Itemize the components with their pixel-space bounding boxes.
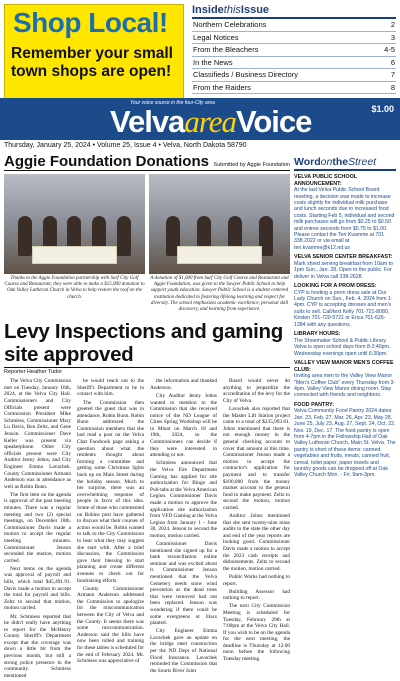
article-column-1: The Velva City Commission met on Tuesday, January 16th, 2024, at the Velva City Hall. Commissioners and City Officials present were Commission President Mike Schmiess, Commissioner Mary Lu Davis, Ben Zeltz, and Gene Jenson. Commissioner Dave Keller was present via speakerphone. Other City officials present were City Auditor Jenny Johns, and City Engineer Emma Lavachek. County Commissioner Armann Anderson was in attendance as well as Robin Bunn. The first item on the agenda is approval of the past meeting minutes. There was a regular meeting and two (2) special meetings, on December 18th. Commissioner Davis made a motion to accept the regular meeting minutes. Commissioner Jenson seconded the motion, motion carried. Next items on the agenda was approval of payroll and bills, which total $45,491.91. Davis made a motion to accept the total for payroll and bills. Zeltz to second that motion, motion carried. Mr. Schmiess reported that he didn't really have anything to report for the McHenry County Sheriff's Department except that the coverage was down a little bit from the previous month, but still a strong police presence in the community. Schmiess mentioned [4, 378, 71, 679]
sidebar-title: WordontheStreet [294, 153, 396, 171]
photo-church-donation [4, 174, 145, 274]
aggie-header [4, 153, 290, 171]
inside-row[interactable]: Northern Celebrations 2 [192, 19, 396, 32]
inside-this-issue [192, 4, 396, 94]
nameplate: VelvaareaVoice [110, 104, 312, 139]
caption-left: Thanks to the Aggie Foundation partnership with Surf City Golf Course and Restaurant, they were able to make a $15,000 donation to Oak Valley Lutheran Church in Velva to help restore the roof on the church. [4, 276, 145, 300]
article-column-4: Board would never do anything to jeopardize the accreditation of the levy for the City of Velva. Lavachek also reported that the Master Lift Station project came to a total of $235,993.61. Johns mentioned that there is not enough money in the general checking account to cover that amount at this time. Commissioner Jenson made a motion to accept the contractor's application for payment and to transfer $100,000 from the money market account to the general fund to make payment. Zeltz to second the motion, motion carried. Auditor Johns mentioned that she sent twenty-nine mass audits to the state the other day and end of the year reports are looking good. Commissioner Davis made a motion to accept the 2023 cash receipts and disbursements. Zeltz to second the motion, motion carried. Public Works had nothing to report. Building Assessor had nothing to report. The next City Commission Meeting is scheduled for Tuesday, February 20th at 7:00pm at the Velva City Hall. If you wish to be on the agenda for the next meeting, the deadline is Thursday at 12:00 noon before the following Tuesday meeting. [223, 378, 290, 663]
main-content [4, 153, 290, 681]
nameplate-bar [0, 98, 400, 140]
aggie-photos [4, 174, 290, 274]
dateline: Thursday, January 25, 2024 • Volume 25, Issue 4 • Velva, North Dakota 58790 [4, 142, 247, 149]
photo-school-donation [149, 174, 290, 274]
promo-line: town shops are open! [11, 63, 172, 80]
promo-line: Remember your small [11, 45, 173, 62]
byline: Reporter Heather Tudor [4, 367, 290, 375]
inside-row[interactable]: From the Bleachers 4-5 [192, 44, 396, 57]
inside-row[interactable]: From the Raiders 8 [192, 82, 396, 95]
promo-title: Shop Local! [13, 7, 168, 38]
aggie-captions [4, 276, 290, 313]
announcement-item: VALLEY VIEW MANOR MEN'S COFFEE CLUB: Inviting area men to the Valley View Manor "Men's Coffee Club" every Thursday from 3-4pm. Valley View Manor dining room. Stay connected with friends and neighbors. [294, 359, 396, 399]
inside-row[interactable]: Classifieds / Business Directory 7 [192, 69, 396, 82]
announcement-item: LIBRARY HOURS: The Shoemaker School & Public Library Velva is open school days from 8-3:40pm. Wednesday evenings open until 6:30pm. [294, 331, 391, 357]
inside-row[interactable]: Legal Notices 3 [192, 32, 396, 45]
tagline: Your voice source in the four-City area [130, 100, 215, 106]
levy-headline: Levy Inspections and gaming site approved [4, 320, 283, 367]
article-column-3: the information and thanked Anderson. City Auditor Jenny Johns wanted to mention to the Commission that she received notice of the ND League of Cities Spring Workshop will be in Minot on March 18 and 19th, 2024, so the Commissioners can decide if they were interested in attending or not. Schmiess announced that the Velva Fire Department Gaming has applied for site authorization for Bingo and Pull-tabs at the Velva American Legion. Commissioner Davis made a motion to approve the application site authorization from VFD Gaming at the Velva Legion from January 1 - June 30, 2024. Jenson to second the motion, motion carried. Commissioner Davis mentioned she signed up for a bank reconciliation online seminar and was excited about it. Commissioner Jenson mentioned that the Velva Cemetery needs snow wind prevention as the dead trees that were removed had not been replaced. Jenson was wondering if there could be some evergreens or lilacs planted. City Engineer Emma Lavachek gave an update on the bridge steel construction per the ND Dept of National Flood Insurance. Lavachek reminded the Commission that the Souris River Joint [150, 378, 217, 674]
masthead [0, 0, 400, 140]
announcement-item: VELVA PUBLIC SCHOOL ANNOUNCEMENT: At the last Velva Public School Board meeting, a decision was made to increase costs slightly for individual milk purchase and lunch seconds due to increased food costs. Starting Feb 5, individual and second milk purchases will go from $0.25 to $0.50 and entree seconds from $0.75 to $1.00. Please contact the Teri Kvamme at 701 338.2022 or via email at teri.kvamme@k12.nd.us [294, 174, 395, 251]
announcement-item: LOOKING FOR A PROM DRESS: CYP is hosting a prom dress sale at Our Lady Church on Sun., Feb. 4, 2024 from 1-4pm. CYP is accepting dresses and men's suits to sell. Call/text Kelly 701-721-8080, Kristen 701-720-5721 or Erica 701-626-1384 with any questions. [294, 283, 393, 328]
aggie-credit: Submitted by Aggie Foundation [213, 162, 290, 168]
price: $1.00 [371, 104, 394, 114]
promo-subtitle [11, 45, 181, 81]
inside-row[interactable]: In the News 6 [192, 57, 396, 70]
caption-right: A donation of $1,000 from Surf City Golf Course and Restaurant and Aggie Foundation, was given to the Sawyer Public School to help support youth education. Sawyer Public School is a student centered institution dedicated to fostering lifelong learning and respect for diversity. The school emphasizes academic excellence, personal skill discovery, and learning from experience. [150, 276, 289, 313]
inside-title: InsidethisIssue [192, 4, 396, 19]
announcement-item: VELVA SENIOR CENTER BREAKFAST: Mark shred serving breakfast from 10am to 1pm Sun., Jan. 28. Open to the public. For deliver in Velva call 338-2628. [294, 254, 393, 280]
levy-article [4, 378, 290, 681]
article-column-2: he would reach out to the Sheriff's Department to be in contact with him. The Commission then greeted the guest that was in attendance, Robin Bunn. Robin Bunn addressed the Commission members that she had read a post on the Velva Chat Facebook page asking a question about what the residents thought about forming a committee and getting some Christmas lights back up on Main Street during the holiday season. Much to her surprise, there was an overwhelming response of people in favor of this idea. Some of those who commented on Robins post have gathered to discuss what their courses of action would be. Robin wanted to talk to the City Commission to hear what they may suggest she start with. After a brief discussion, the Commission gave their blessing to start planning and create different avenues to check out for fundraising efforts. County Commissioner Armann Anderson addressed the Commission to apologize for the miscommunication between the City of Velva and the County. It seems there was some miscommunication. Anderson said the bills have now been rolled and training for these tables is scheduled for the end of February 2024. Mr. Schmiess was appreciative of [77, 378, 144, 665]
word-on-the-street-sidebar [294, 153, 396, 612]
aggie-headline: Aggie Foundation Donations [4, 153, 209, 170]
announcement-item: FOOD PANTRY: Velva Community Food Pantry 2024 dates: Jan. 23, Feb. 27, Mar. 26, Apr. 23, May 28, June 25, July 23, Aug. 27, Sept. 24, Oct. 22, Nov. 19, Dec. 17. The food pantry is open from 4-7pm in the Fellowship Hall of Oak Valley Lutheran Church, Main St. Velva. The pantry is short of these items: canned vegetables and fruits, meats, canned fruit, cereal, toilet paper, paper towels and laundry goods can be dropped off at Oak Valley Church Mon. - Fri. 9am-3pm. [294, 401, 396, 479]
